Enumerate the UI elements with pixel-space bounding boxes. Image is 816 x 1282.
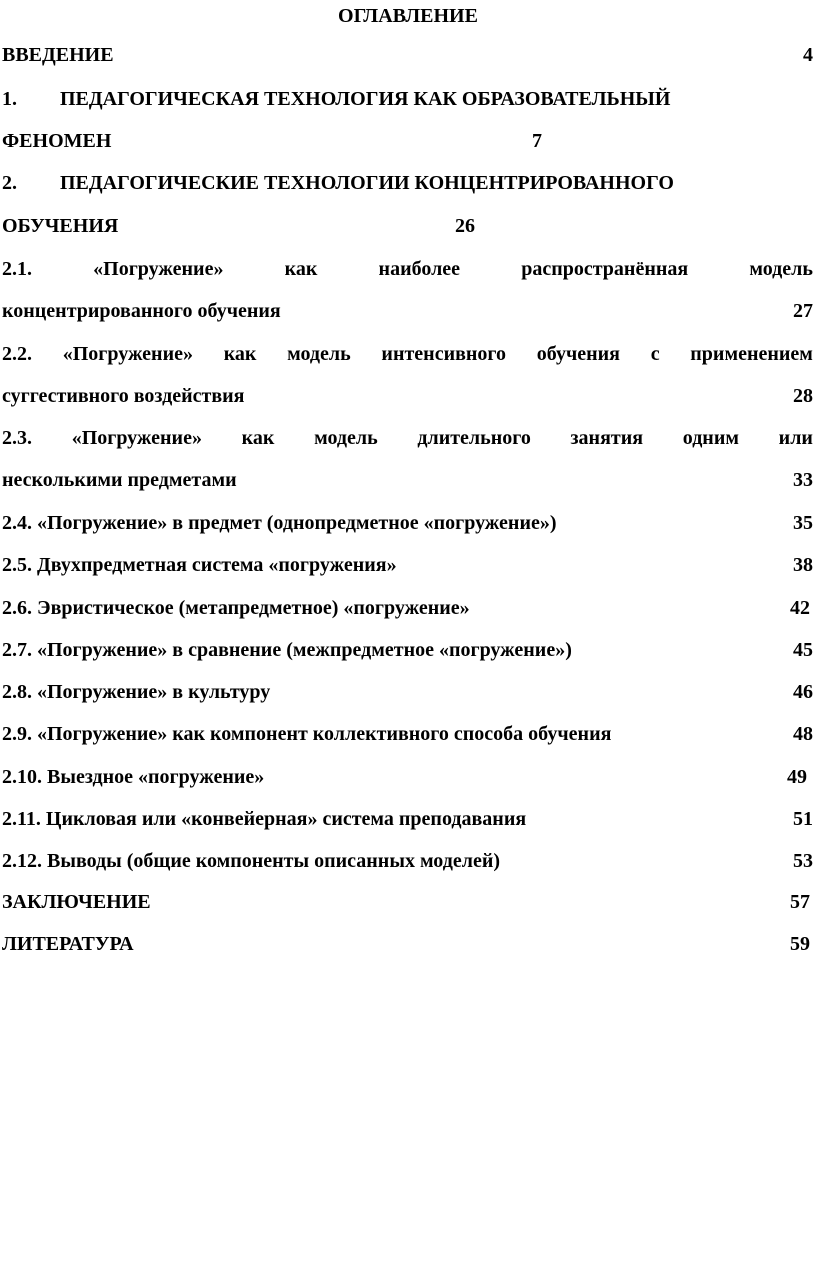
toc-word: с [650,343,660,365]
toc-entry-2-3-cont[interactable] [2,467,813,493]
toc-word: занятия [570,427,644,449]
toc-word: длительного [417,427,531,449]
toc-entry-label: 2.4. «Погружение» в предмет (однопредметное «погружение») [2,512,557,534]
toc-entry-chapter-2-cont[interactable] [2,213,813,239]
toc-word: обучения [536,343,620,365]
toc-word: как [284,258,318,280]
toc-entry-page: 26 [455,215,475,237]
toc-entry-label: суггестивного воздействия [2,385,245,407]
toc-entry-label: 2.5. Двухпредметная система «погружения» [2,554,397,576]
toc-word: применением [690,343,813,365]
toc-word: «Погружение» [71,427,202,449]
toc-word: распространённая [521,258,689,280]
toc-entry-literature[interactable] [2,931,813,957]
toc-entry-label: 2.11. Цикловая или «конвейерная» система преподавания [2,808,527,830]
toc-word: наиболее [378,258,461,280]
toc-entry-conclusion[interactable] [2,889,813,915]
toc-word: 2.3. [2,427,32,449]
toc-word: 2.1. [2,258,32,280]
toc-entry-page: 45 [793,639,813,661]
toc-entry-label: 2.9. «Погружение» как компонент коллективного способа обучения [2,723,612,745]
toc-entry-2-9[interactable] [2,721,813,747]
toc-entry-label: ПЕДАГОГИЧЕСКИЕ ТЕХНОЛОГИИ КОНЦЕНТРИРОВАННОГО [60,172,674,194]
toc-entry-2-4[interactable] [2,510,813,536]
toc-entry-label: ФЕНОМЕН [2,130,112,152]
toc-entry-label: несколькими предметами [2,469,237,491]
toc-entry-page: 42 [790,597,810,619]
toc-entry-2-10[interactable] [2,764,813,790]
toc-word: «Погружение» [62,343,193,365]
toc-entry-page: 46 [793,681,813,703]
toc-entry-label: 2.7. «Погружение» в сравнение (межпредметное «погружение») [2,639,572,661]
toc-entry-label: ОБУЧЕНИЯ [2,215,119,237]
toc-entry-label: 2.6. Эвристическое (метапредметное) «погружение» [2,597,470,619]
toc-entry-page: 4 [803,44,813,66]
toc-entry-page: 49 [787,766,807,788]
toc-entry-page: 57 [790,891,810,913]
toc-word: «Погружение» [93,258,224,280]
toc-entry-2-2[interactable] [2,341,813,367]
toc-entry-2-7[interactable] [2,637,813,663]
toc-entry-number: 2. [2,172,17,194]
toc-entry-chapter-1-cont[interactable] [2,128,813,154]
toc-entry-label: ЛИТЕРАТУРА [2,933,134,955]
toc-entry-2-2-cont[interactable] [2,383,813,409]
toc-word: модель [287,343,351,365]
toc-word: как [223,343,257,365]
toc-entry-label: ВВЕДЕНИЕ [2,44,114,66]
toc-entry-2-11[interactable] [2,806,813,832]
toc-entry-chapter-2[interactable] [2,170,813,196]
toc-entry-2-5[interactable] [2,552,813,578]
toc-entry-label: концентрированного обучения [2,300,281,322]
toc-word: или [778,427,813,449]
toc-entry-2-1[interactable] [2,256,813,282]
toc-entry-label: 2.10. Выездное «погружение» [2,766,265,788]
toc-entry-page: 33 [793,469,813,491]
toc-word: модель [314,427,378,449]
toc-entry-2-3[interactable] [2,425,813,451]
toc-entry-2-1-cont[interactable] [2,298,813,324]
toc-entry-2-8[interactable] [2,679,813,705]
toc-entry-2-6[interactable] [2,595,813,621]
toc-word: одним [682,427,739,449]
toc-entry-page: 48 [793,723,813,745]
toc-word: как [241,427,275,449]
toc-entry-page: 53 [793,850,813,872]
toc-entry-page: 35 [793,512,813,534]
toc-entry-page: 51 [793,808,813,830]
toc-entry-label: ПЕДАГОГИЧЕСКАЯ ТЕХНОЛОГИЯ КАК ОБРАЗОВАТЕЛЬНЫЙ [60,88,671,110]
toc-title: ОГЛАВЛЕНИЕ [338,5,478,27]
toc-entry-page: 59 [790,933,810,955]
toc-entry-page: 27 [793,300,813,322]
toc-entry-chapter-1[interactable] [2,86,813,112]
toc-word: модель [749,258,813,280]
toc-entry-page: 7 [532,130,542,152]
toc-entry-page: 38 [793,554,813,576]
toc-entry-label: 2.8. «Погружение» в культуру [2,681,271,703]
toc-entry-intro[interactable] [2,42,813,68]
toc-entry-label: ЗАКЛЮЧЕНИЕ [2,891,151,913]
toc-entry-2-12[interactable] [2,848,813,874]
toc-entry-label: 2.12. Выводы (общие компоненты описанных моделей) [2,850,500,872]
toc-word: интенсивного [381,343,507,365]
toc-entry-number: 1. [2,88,17,110]
toc-entry-page: 28 [793,385,813,407]
toc-word: 2.2. [2,343,32,365]
